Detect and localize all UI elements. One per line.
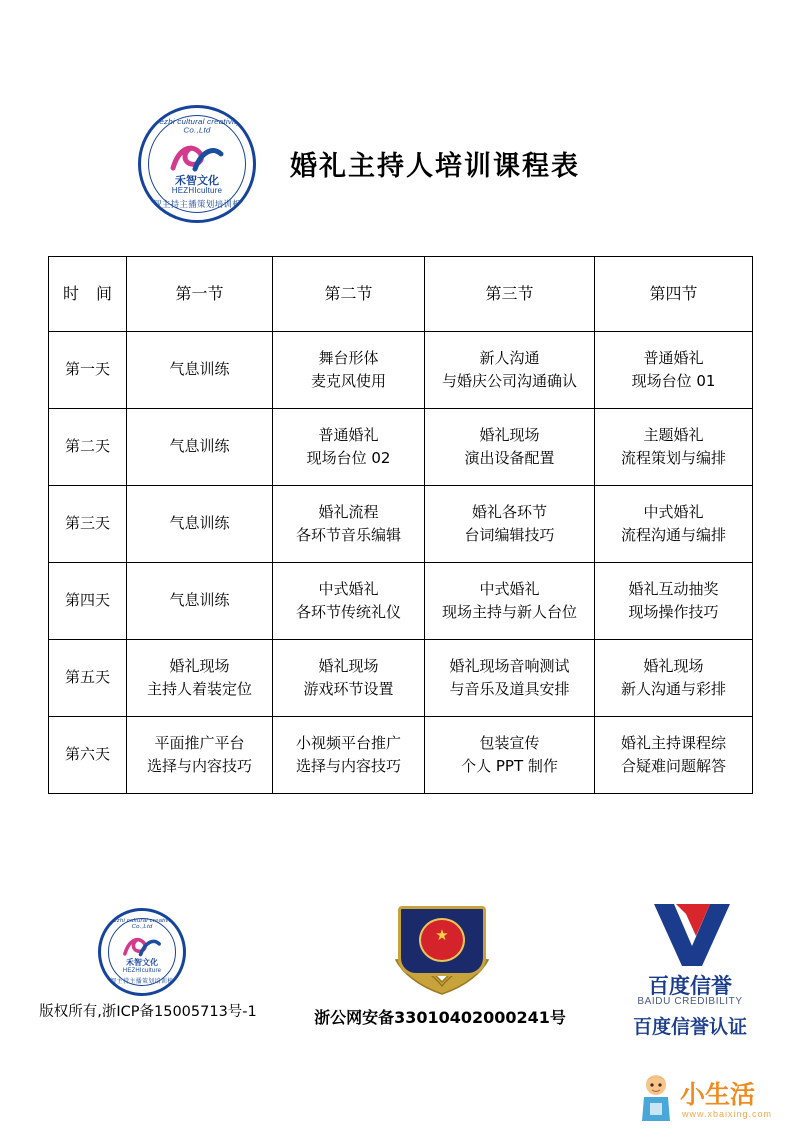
cell-line: 个人 PPT 制作 [461, 757, 558, 775]
cell-line: 各环节传统礼仪 [295, 603, 401, 621]
gov-emblem-icon [419, 918, 465, 962]
seal-company-pinyin: HEZHIculture [171, 186, 223, 195]
cell-line: 婚礼各环节 [471, 502, 547, 521]
cell-line: 婚礼现场音响测试 [449, 656, 570, 675]
cell-line: 现场操作技巧 [628, 603, 719, 621]
baidu-english-label: BAIDU CREDIBILITY [637, 996, 743, 1007]
seal-outer-ring [138, 105, 256, 223]
column-header-period-4: 第四节 [595, 257, 753, 332]
cell-line: 小视频平台推广 [295, 733, 401, 752]
cell-line: 普通婚礼 [643, 348, 704, 367]
cell-line: 婚礼现场 [318, 656, 379, 675]
watermark-mascot-icon [636, 1073, 676, 1125]
table-cell [127, 717, 273, 794]
copyright-text: 版权所有,浙ICP备15005713号-1 [39, 1004, 257, 1020]
cell-line: 主持人着装定位 [146, 680, 252, 698]
table-cell [127, 332, 273, 409]
seal-company-name: 禾智文化 [175, 175, 219, 187]
cell-line: 游戏环节设置 [303, 680, 394, 698]
cell-line: 平面推广平台 [154, 733, 245, 752]
table-cell [595, 717, 753, 794]
cell-line: 与音乐及道具安排 [449, 680, 570, 698]
gov-record-badge-icon [390, 906, 494, 1000]
watermark-url: www.xbaixing.com [682, 1109, 773, 1119]
cell-line: 中式婚礼 [318, 579, 379, 598]
cell-line: 现场主持与新人台位 [441, 603, 577, 621]
gov-star-icon: ★ [435, 927, 449, 944]
cell-line: 中式婚礼 [479, 579, 540, 598]
table-row [49, 640, 753, 717]
cell-line: 婚礼主持课程综 [620, 733, 726, 752]
cell-line: 气息训练 [169, 591, 230, 610]
table-cell [425, 717, 595, 794]
column-header-period-2: 第二节 [273, 257, 425, 332]
column-header-period-1: 第一节 [127, 257, 273, 332]
table-cell [595, 409, 753, 486]
table-row [49, 717, 753, 794]
seal-arc-top-text-small: Hezhi cultural creativity Co.,Ltd [108, 918, 176, 930]
schedule-table-container [48, 256, 752, 794]
table-row [49, 332, 753, 409]
gov-shield-icon [398, 906, 486, 976]
baidu-caption: 百度信誉认证 [632, 1016, 747, 1038]
table-cell [127, 409, 273, 486]
table-row [49, 563, 753, 640]
cell-line: 台词编辑技巧 [464, 526, 555, 544]
cell-line: 舞台形体 [318, 348, 379, 367]
seal-outer-ring-small [98, 908, 186, 996]
cell-line: 选择与内容技巧 [295, 757, 401, 775]
column-header-period-3: 第三节 [425, 257, 595, 332]
row-day-label: 第四天 [49, 563, 127, 640]
cell-line: 婚礼现场 [169, 656, 230, 675]
page-title: 婚礼主持人培训课程表 [290, 151, 580, 182]
table-cell [595, 486, 753, 563]
seal-company-name-small: 禾智文化 [126, 958, 158, 967]
watermark-text: 小生活 [680, 1080, 756, 1109]
seal-arc-top-text: Hezhi cultural creativity Co.,Ltd [153, 117, 241, 135]
table-cell [127, 640, 273, 717]
document-footer [0, 900, 800, 1060]
seal-company-pinyin-small: HEZHIculture [122, 968, 162, 974]
seal-arc-bottom-text-small: 禾智主持主播策划培训机构 [104, 979, 180, 985]
table-row [49, 409, 753, 486]
cell-line: 合疑难问题解答 [620, 757, 726, 775]
cell-line: 婚礼现场 [643, 656, 704, 675]
table-cell [595, 563, 753, 640]
table-cell [127, 563, 273, 640]
table-row [49, 486, 753, 563]
table-cell [273, 640, 425, 717]
table-cell [425, 332, 595, 409]
cell-line: 新人沟通 [479, 348, 540, 367]
schedule-table [48, 256, 753, 794]
table-cell [273, 409, 425, 486]
cell-line: 婚礼流程 [318, 502, 379, 521]
row-day-label: 第三天 [49, 486, 127, 563]
table-cell [273, 717, 425, 794]
table-header-row [49, 257, 753, 332]
table-cell [273, 486, 425, 563]
table-cell [425, 563, 595, 640]
table-cell [595, 640, 753, 717]
cell-line: 现场台位 02 [306, 449, 391, 467]
baidu-v-icon [652, 902, 732, 968]
cell-line: 各环节音乐编辑 [295, 526, 401, 544]
table-cell [595, 332, 753, 409]
cell-line: 中式婚礼 [643, 502, 704, 521]
cell-line: 普通婚礼 [318, 425, 379, 444]
cell-line: 选择与内容技巧 [146, 757, 252, 775]
seal-swoosh-icon-small [122, 935, 162, 957]
table-cell [273, 563, 425, 640]
cell-line: 包装宣传 [479, 733, 540, 752]
cell-line: 气息训练 [169, 514, 230, 533]
cell-line: 流程策划与编排 [620, 449, 726, 467]
cell-line: 演出设备配置 [464, 449, 555, 467]
table-cell [127, 486, 273, 563]
seal-arc-bottom-text: 禾智主持主播策划培训机构 [144, 199, 250, 209]
cell-line: 气息训练 [169, 360, 230, 379]
table-cell [425, 640, 595, 717]
cell-line: 与婚庆公司沟通确认 [441, 372, 577, 390]
table-cell [425, 486, 595, 563]
cell-line: 麦克风使用 [310, 372, 386, 390]
seal-swoosh-icon [169, 142, 225, 172]
column-header-time: 时 间 [49, 257, 127, 332]
row-day-label: 第六天 [49, 717, 127, 794]
row-day-label: 第一天 [49, 332, 127, 409]
cell-line: 主题婚礼 [643, 425, 704, 444]
row-day-label: 第二天 [49, 409, 127, 486]
company-logo [138, 105, 256, 223]
row-day-label: 第五天 [49, 640, 127, 717]
company-logo-small [98, 908, 186, 996]
site-watermark [636, 1069, 786, 1131]
baidu-title: 百度信誉 [648, 974, 732, 998]
cell-line: 婚礼互动抽奖 [628, 579, 719, 598]
cell-line: 现场台位 01 [631, 372, 716, 390]
cell-line: 婚礼现场 [479, 425, 540, 444]
cell-line: 气息训练 [169, 437, 230, 456]
baidu-credibility-badge [610, 902, 770, 1042]
gov-record-number: 浙公网安备33010402000241号 [314, 1008, 566, 1027]
document-header [0, 100, 800, 220]
cell-line: 流程沟通与编排 [620, 526, 726, 544]
table-cell [273, 332, 425, 409]
table-cell [425, 409, 595, 486]
cell-line: 新人沟通与彩排 [620, 680, 726, 698]
